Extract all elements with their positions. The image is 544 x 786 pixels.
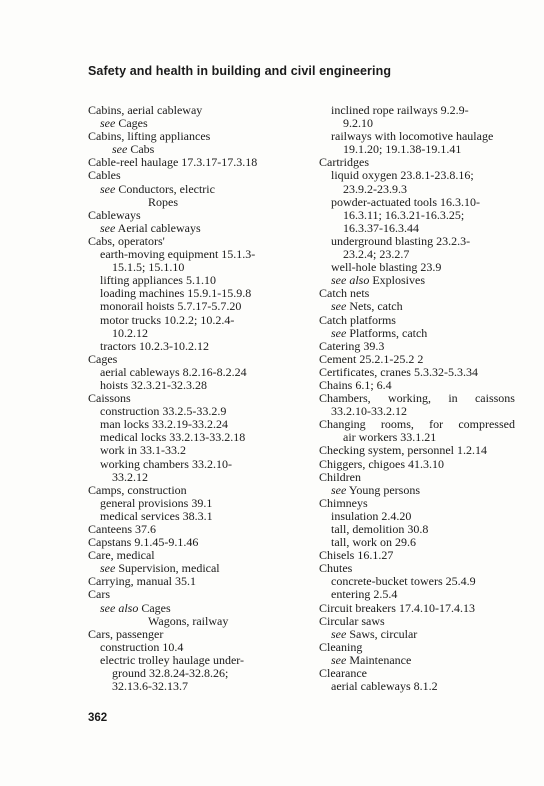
index-line: powder-actuated tools 16.3.10- (331, 194, 481, 209)
index-line: Chains 6.1; 6.4 (319, 377, 392, 392)
index-line: Ropes (148, 194, 178, 209)
index-line: Chiggers, chigoes 41.3.10 (319, 456, 444, 471)
index-line: Catering 39.3 (319, 338, 385, 353)
index-line: working chambers 33.2.10- (100, 456, 232, 471)
index-line: man locks 33.2.19-33.2.24 (100, 417, 228, 432)
index-line (319, 327, 515, 340)
index-word: working, (387, 391, 431, 406)
page-number: 362 (88, 712, 108, 724)
index-line: Cars (88, 587, 110, 602)
index-line: Carrying, manual 35.1 (88, 574, 196, 589)
index-line: work in 33.1-33.2 (100, 443, 186, 458)
index-line: Caissons (88, 391, 131, 406)
index-line: Circuit breakers 17.4.10-17.4.13 (319, 600, 475, 615)
index-line: tall, demolition 30.8 (331, 522, 429, 536)
index-line: Cable-reel haulage 17.3.17-17.3.18 (88, 155, 258, 170)
index-line: 33.2.12 (112, 469, 148, 484)
index-line: ground 32.8.24-32.8.26; (112, 666, 229, 681)
index-line: concrete-bucket towers 25.4.9 (331, 574, 476, 589)
index-line (319, 628, 515, 641)
index-word: rooms, (380, 417, 414, 432)
index-line: medical locks 33.2.13-33.2.18 (100, 430, 246, 445)
index-line: Cabins, aerial cableway (88, 103, 203, 117)
cross-reference-target: Supervision, medical (115, 561, 220, 576)
index-column-right (319, 104, 515, 693)
index-line: 9.2.10 (343, 116, 373, 131)
index-line: hoists 32.3.21-32.3.28 (100, 377, 208, 392)
index-line: 23.9.2-23.9.3 (343, 181, 407, 196)
index-line: Cartridges (319, 155, 369, 170)
index-line: motor trucks 10.2.2; 10.2.4- (100, 312, 235, 327)
cross-reference-target: Young persons (346, 482, 421, 497)
index-word: Changing (319, 417, 366, 432)
index-line: Camps, construction (88, 482, 187, 497)
index-line: air workers 33.1.21 (343, 430, 437, 445)
cross-reference-label: see (331, 299, 347, 314)
index-line (319, 484, 515, 497)
cross-reference-label: see (112, 142, 128, 157)
index-line: tractors 10.2.3-10.2.12 (100, 338, 209, 353)
cross-reference-label: see (331, 482, 347, 497)
cross-reference-target: Cages (138, 600, 171, 615)
index-line: well-hole blasting 23.9 (331, 260, 442, 275)
cross-reference-target: Maintenance (346, 652, 412, 667)
index-line: electric trolley haulage under- (100, 652, 245, 667)
cross-reference-label: see (100, 116, 116, 131)
index-line: aerial cableways 8.2.16-8.2.24 (100, 364, 247, 379)
index-line: Care, medical (88, 548, 155, 563)
index-line: earth-moving equipment 15.1.3- (100, 247, 256, 262)
index-word: in (448, 391, 458, 406)
index-line: loading machines 15.9.1-15.9.8 (100, 286, 252, 301)
index-line: Clearance (319, 666, 367, 681)
cross-reference-target: Conductors, electric (115, 181, 215, 196)
index-column-left (88, 104, 316, 693)
index-line (319, 300, 515, 313)
index-line: 15.1.5; 15.1.10 (112, 260, 185, 275)
index-line: 16.3.11; 16.3.21-16.3.25; (343, 207, 465, 222)
cross-reference-target: Nets, catch (346, 299, 403, 314)
index-line: Wagons, railway (148, 613, 229, 628)
index-line: insulation 2.4.20 (331, 508, 412, 523)
index-line (88, 222, 316, 235)
index-line: Chutes (319, 561, 353, 576)
index-line: Capstans 9.1.45-9.1.46 (88, 535, 199, 550)
cross-reference-label: see (331, 626, 347, 641)
index-line: Cabs, operators' (88, 233, 165, 248)
page-header: Safety and health in building and civil engineering (88, 64, 392, 78)
cross-reference-target: Cabs (127, 142, 155, 157)
index-line: Catch nets (319, 286, 370, 301)
cross-reference-label: see (100, 181, 116, 196)
index-line: monorail hoists 5.7.17-5.7.20 (100, 299, 242, 314)
index-line: Chimneys (319, 495, 368, 510)
index-line: 23.2.4; 23.2.7 (343, 247, 410, 262)
index-line: medical services 38.3.1 (100, 508, 213, 523)
index-line: liquid oxygen 23.8.1-23.8.16; (331, 168, 474, 183)
index-line: Checking system, personnel 1.2.14 (319, 443, 487, 458)
index-line: Cableways (88, 207, 141, 222)
cross-reference-target: Aerial cableways (115, 220, 201, 235)
index-line: 10.2.12 (112, 325, 148, 340)
cross-reference-target: Saws, circular (346, 626, 418, 641)
index-line: Canteens 37.6 (88, 522, 156, 536)
index-line: 16.3.37-16.3.44 (343, 220, 419, 235)
cross-reference-label: see (100, 220, 116, 235)
index-line: inclined rope railways 9.2.9- (331, 103, 469, 117)
cross-reference-label: see (331, 325, 347, 340)
index-line: Cages (88, 351, 118, 366)
index-word: caissons (474, 391, 515, 406)
cross-reference-label: see (331, 652, 347, 667)
index-line (88, 602, 316, 615)
index-line: 19.1.20; 19.1.38-19.1.41 (343, 142, 462, 157)
index-word: for (429, 417, 444, 432)
index-line: general provisions 39.1 (100, 495, 213, 510)
index-line (88, 183, 316, 196)
index-line: lifting appliances 5.1.10 (100, 273, 216, 288)
cross-reference-target: Platforms, catch (346, 325, 428, 340)
cross-reference-label: see also (331, 273, 370, 288)
index-line: Cables (88, 168, 121, 183)
cross-reference-label: see (100, 561, 116, 576)
index-line: Cars, passenger (88, 626, 164, 641)
cross-reference-target: Cages (115, 116, 148, 131)
index-line: construction 10.4 (100, 639, 184, 654)
index-line: railways with locomotive haulage (331, 129, 494, 144)
index-line: Cabins, lifting appliances (88, 129, 211, 144)
index-line: Cleaning (319, 639, 363, 654)
index-line: Cement 25.2.1-25.2 2 (319, 351, 424, 366)
index-line: 32.13.6-32.13.7 (112, 679, 188, 694)
index-line: Certificates, cranes 5.3.32-5.3.34 (319, 364, 478, 379)
index-line: 33.2.10-33.2.12 (331, 404, 407, 419)
index-line: Chisels 16.1.27 (319, 548, 394, 563)
index-line: entering 2.5.4 (331, 587, 398, 602)
index-line: construction 33.2.5-33.2.9 (100, 404, 227, 419)
index-line: underground blasting 23.2.3- (331, 233, 471, 248)
cross-reference-label: see also (100, 600, 139, 615)
index-line: Children (319, 469, 361, 484)
index-line: aerial cableways 8.1.2 (331, 679, 438, 694)
index-line: Circular saws (319, 613, 385, 628)
index-line: Catch platforms (319, 312, 396, 327)
index-word: compressed (458, 417, 515, 432)
index-word: Chambers, (319, 391, 371, 406)
cross-reference-target: Explosives (369, 273, 425, 288)
index-line: tall, work on 29.6 (331, 535, 416, 550)
